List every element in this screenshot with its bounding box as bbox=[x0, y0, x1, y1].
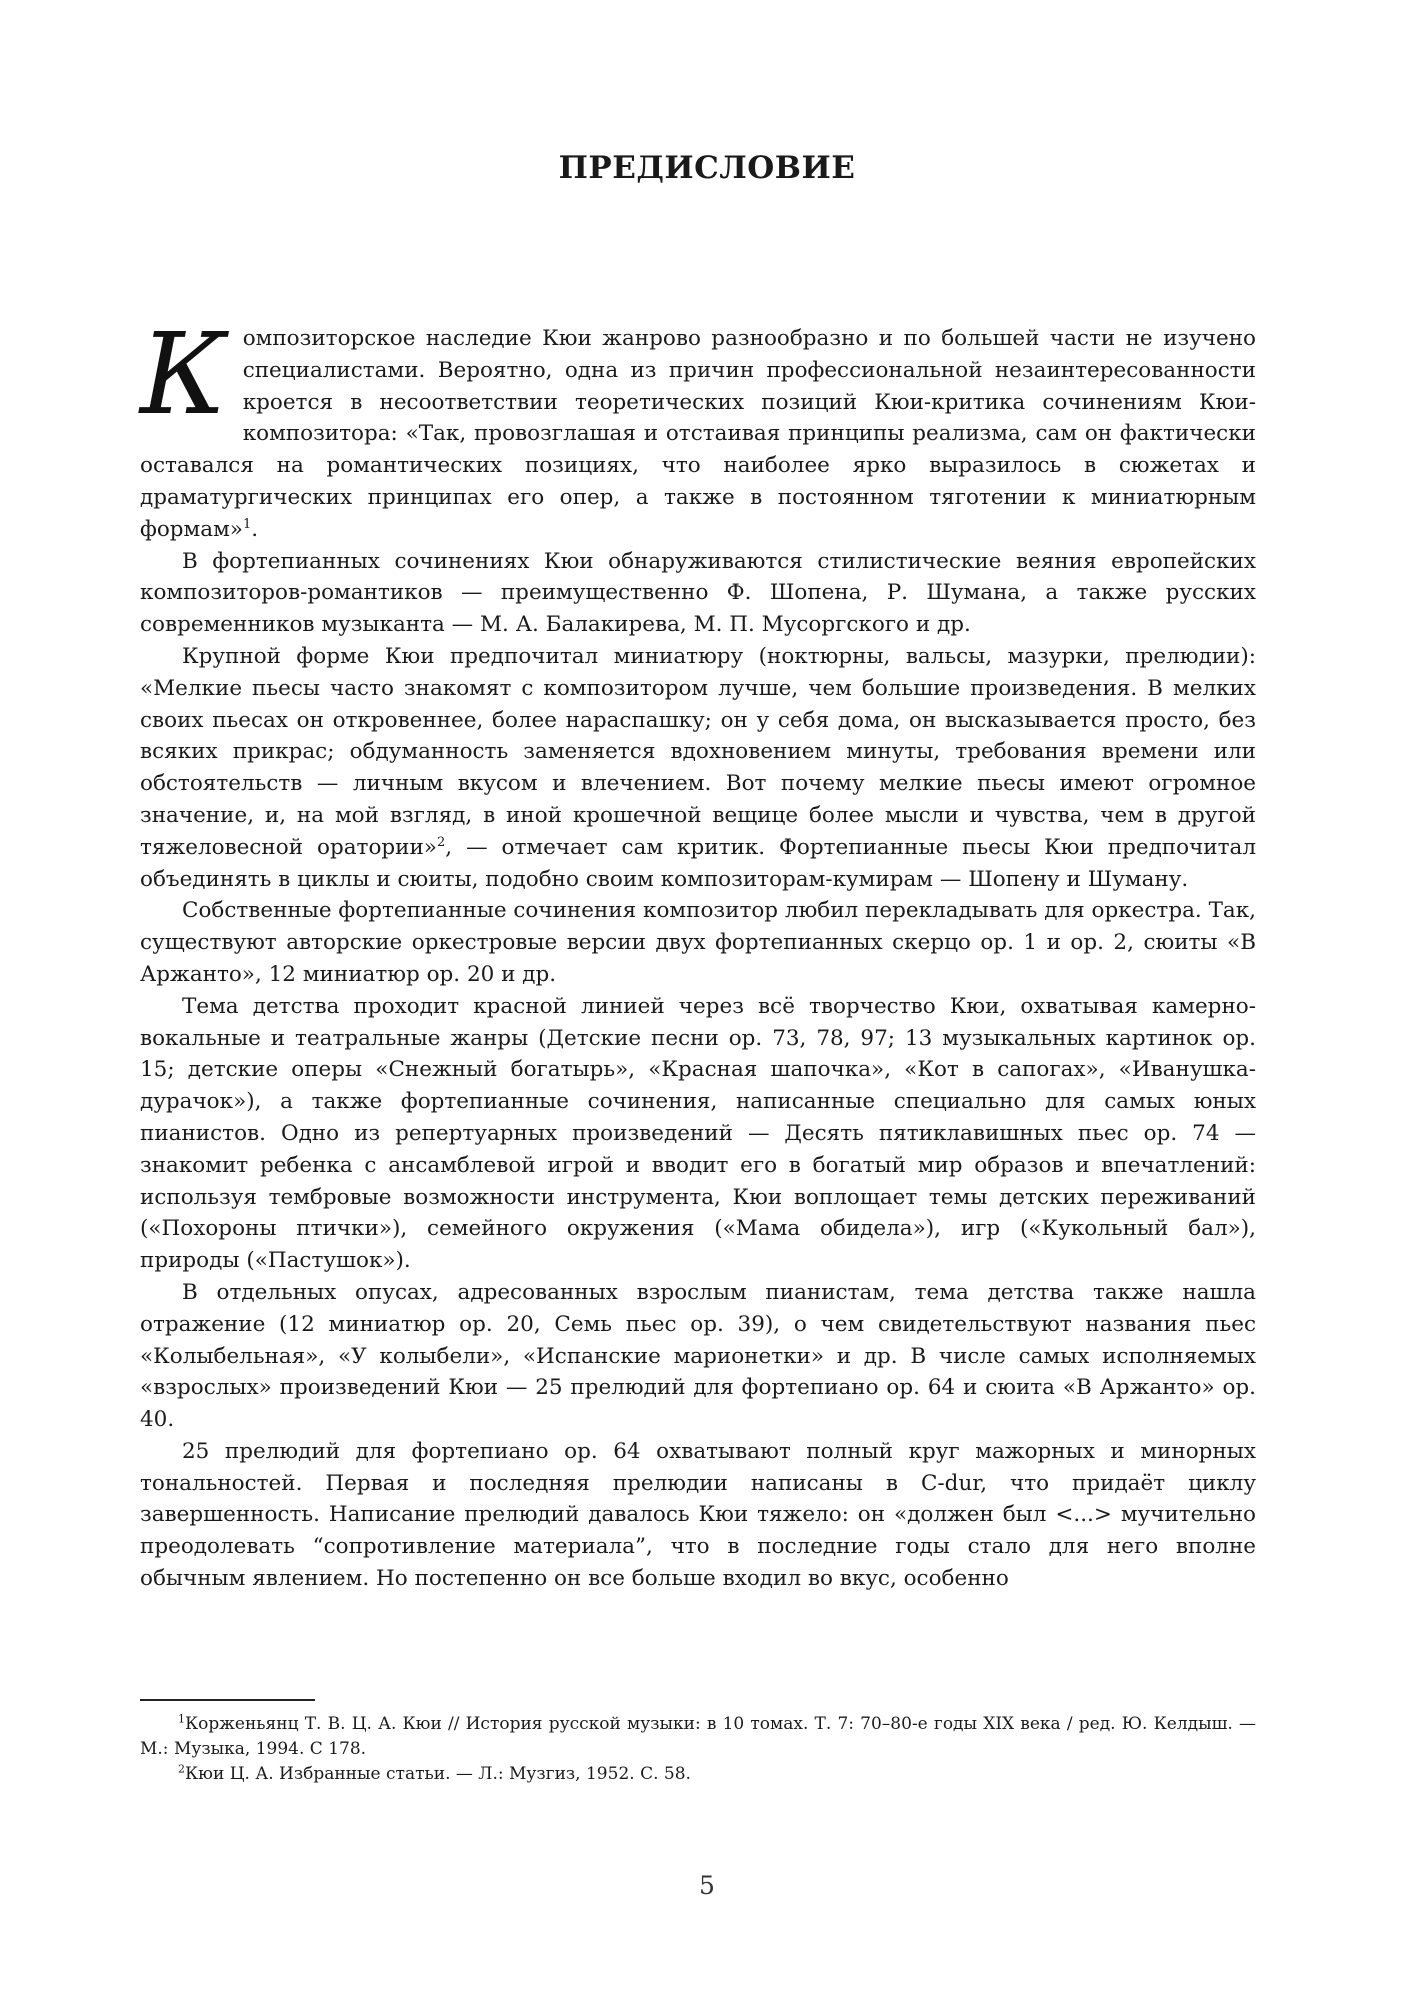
paragraph-1-text: омпозиторское наследие Кюи жанрово разнообразно и по большей части не изучено специалистами. Вероятно, одна из причин профессиональной незаинтересованности кроется в несоответствии теоретических позиций Кюи-критика сочинениям Кюи-композитора: «Так, провозглашая и отстаивая принципы реализма, сам он фактически оставался на романтических позициях, что наиболее ярко выразилось в сюжетах и драматургических принципах его опер, а также в постоянном тяготении к миниатюрным формам» bbox=[140, 326, 1256, 542]
paragraph-6: В отдельных опусах, адресованных взрослым пианистам, тема детства также нашла отражение (12 миниатюр ор. 20, Семь пьес ор. 39), о чем свидетельствуют названия пьес «Колыбельная», «У колыбели», «Испанские марионетки» и др. В числе самых исполняемых «взрослых» произведений Кюи — 25 прелюдий для фортепиано ор. 64 и сюита «В Аржанто» ор. 40. bbox=[140, 1279, 1256, 1433]
main-text bbox=[140, 310, 1256, 1595]
paragraph-3-text: Крупной форме Кюи предпочитал миниатюру (ноктюрны, вальсы, мазурки, прелюдии): «Мелкие пьесы часто знакомят с композитором лучше, чем большие произведения. В мелких своих пьесах он откровеннее, более нараспашку; он у себя дома, он высказывается просто, без всяких прикрас; обдуманность заменяется вдохновением минуты, требования времени или обстоятельств — личным вкусом и влечением. Вот почему мелкие пьесы имеют огромное значение, и, на мой взгляд, в иной крошечной вещице более мысли и чувства, чем в другой тяжеловесной оратории» bbox=[140, 643, 1256, 860]
footnote-separator bbox=[140, 1699, 315, 1701]
page-number: 5 bbox=[699, 1871, 715, 1900]
footnote-ref-2: 2 bbox=[436, 834, 446, 850]
drop-cap: К bbox=[140, 310, 227, 440]
footnote-ref-1: 1 bbox=[242, 516, 252, 532]
footnotes bbox=[140, 1712, 1256, 1787]
paragraph-1-end: . bbox=[251, 516, 259, 542]
footnote-1-text: Корженьянц Т. В. Ц. А. Кюи // История русской музыки: в 10 томах. Т. 7: 70–80-е годы XIX века / ред. Ю. Келдыш. — М.: Музыка, 1994. С 178. bbox=[140, 1714, 1256, 1759]
footnote-1-number: 1 bbox=[178, 1712, 185, 1726]
footnote-2-number: 2 bbox=[178, 1762, 185, 1776]
paragraph-4: Собственные фортепианные сочинения композитор любил перекладывать для оркестра. Так, существуют авторские оркестровые версии двух фортепианных скерцо ор. 1 и ор. 2, сюиты «В Аржанто», 12 миниатюр ор. 20 и др. bbox=[140, 898, 1256, 987]
page-title: ПРЕДИСЛОВИЕ bbox=[558, 150, 856, 186]
footnote-1 bbox=[140, 1712, 1256, 1762]
paragraph-5: Тема детства проходит красной линией через всё творчество Кюи, охватывая камерно-вокальные и театральные жанры (Детские песни ор. 73, 78, 97; 13 музыкальных картинок ор. 15; детские оперы «Снежный богатырь», «Красная шапочка», «Кот в сапогах», «Иванушка-дурачок»), а также фортепианные сочинения, написанные специально для самых юных пианистов. Одно из репертуарных произведений — Десять пятиклавишных пьес ор. 74 — знакомит ребенка с ансамблевой игрой и вводит его в богатый мир образов и впечатлений: используя тембровые возможности инструмента, Кюи воплощает темы детских переживаний («Похороны птички»), семейного окружения («Мама обидела»), игр («Кукольный бал»), природы («Пастушок»). bbox=[140, 993, 1256, 1274]
paragraph-2: В фортепианных сочинениях Кюи обнаруживаются стилистические веяния европейских композиторов-романтиков — преимущественно Ф. Шопена, Р. Шумана, а также русских современников музыканта — М. А. Балакирева, М. П. Мусоргского и др. bbox=[140, 548, 1256, 638]
footnote-2 bbox=[140, 1762, 1256, 1787]
paragraph-3 bbox=[140, 641, 1256, 895]
paragraph-3-end: , — отмечает сам критик. Фортепианные пьесы Кюи предпочитал объединять в циклы и сюиты, подобно своим композиторам-кумирам — Шопену и Шуману. bbox=[140, 834, 1256, 892]
paragraph-7: 25 прелюдий для фортепиано ор. 64 охватывают полный круг мажорных и минорных тональностей. Первая и последняя прелюдии написаны в C-dur, что придаёт циклу завершенность. Написание прелюдий давалось Кюи тяжело: он «должен был <...> мучительно преодолевать “сопротивление материала”, что в последние годы стало для него вполне обычным явлением. Но постепенно он все больше входил во вкус, особенно bbox=[140, 1438, 1256, 1592]
paragraph-1 bbox=[140, 310, 1256, 546]
footnote-2-text: Кюи Ц. А. Избранные статьи. — Л.: Музгиз, 1952. С. 58. bbox=[185, 1764, 691, 1784]
